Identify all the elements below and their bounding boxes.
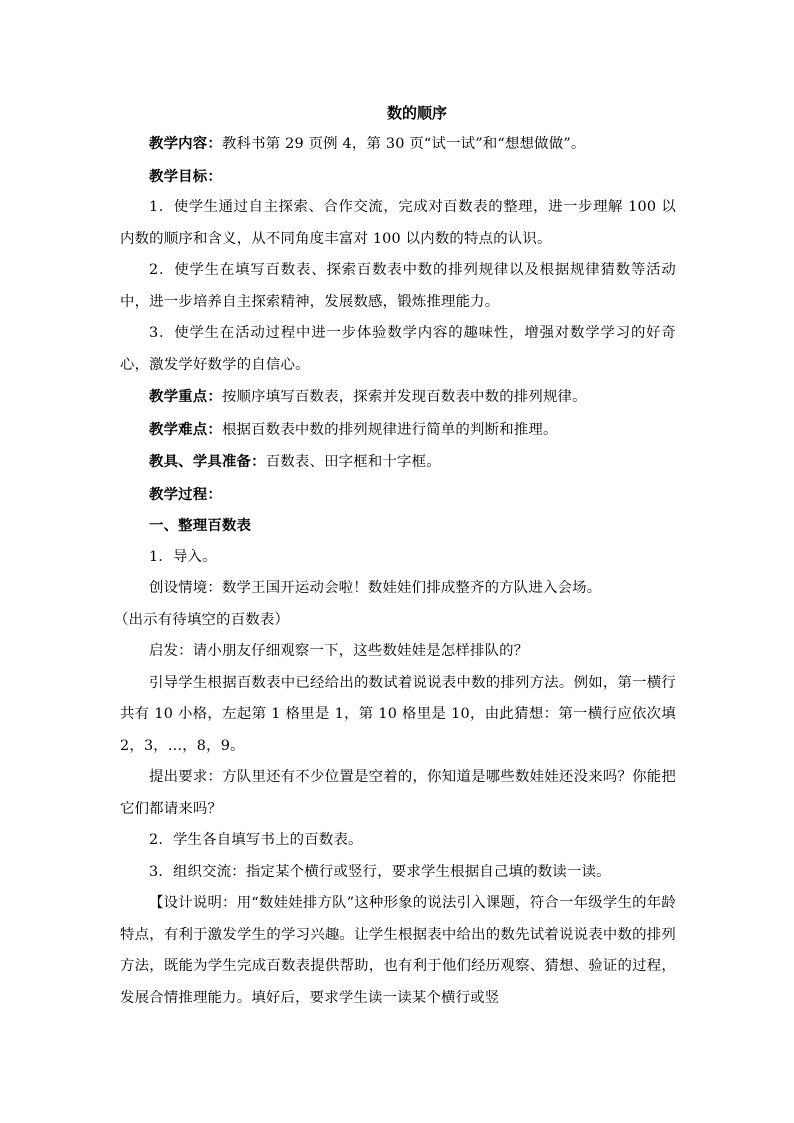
key-point-label: 教学重点： (149, 388, 222, 405)
process-heading: 教学过程： (149, 485, 222, 503)
document-title: 数的顺序 (386, 104, 447, 122)
section1-heading: 一、整理百数表 (149, 517, 252, 534)
key-point (120, 381, 676, 414)
materials-label: 教具、学具准备： (149, 453, 266, 470)
materials (120, 446, 676, 479)
body-paragraph: 2．学生各自填写书上的百数表。 (149, 832, 363, 848)
objectives-heading: 教学目标： (149, 167, 222, 185)
body-paragraph: 启发：请小朋友仔细观察一下，这些数娃娃是怎样排队的？ (149, 643, 529, 659)
teaching-content-text: 教科书第 29 页例 4，第 30 页“试一试”和“想想做做”。 (221, 136, 586, 152)
body-paragraph: 1．导入。 (149, 548, 217, 565)
difficulty-label: 教学难点： (149, 420, 222, 438)
difficulty-text: 根据百数表中数的排列规律进行简单的判断和推理。 (221, 421, 558, 438)
difficulty (120, 414, 676, 447)
design-note: 【设计说明：用“数娃娃排方队”这种形象的说法引入课题，符合一年级学生的年龄特点，有利于激发学生的学习兴趣。让学生根据表中给出的数先试着说说表中数的排列方法，既能为学生完成百数表提供帮助，也有利于他们经历观察、猜想、验证的过程，发展合情推理能力。填好后，要求学生读一读某个横行或竖 (120, 895, 676, 1006)
body-paragraph: 提出要求：方队里还有不少位置是空着的，你知道是哪些数娃娃还没来吗？你能把它们都请来吗？ (120, 769, 676, 817)
objective-item: 1．使学生通过自主探索、合作交流，完成对百数表的整理，进一步理解 100 以内数的顺序和含义，从不同角度丰富对 100 以内数的特点的认识。 (120, 199, 676, 247)
body-paragraph: 创设情境：数学王国开运动会啦！数娃娃们排成整齐的方队进入会场。 (149, 580, 602, 596)
teaching-content (120, 128, 676, 161)
document-body (114, 98, 676, 1014)
body-paragraph: （出示有待填空的百数表） (114, 611, 290, 628)
objective-item: 3．使学生在活动过程中进一步体验数学内容的趣味性，增强对数学学习的好奇心，激发学好数学的自信心。 (120, 325, 676, 373)
objective-item: 2．使学生在填写百数表、探索百数表中数的排列规律以及根据规律猜数等活动中，进一步培养自主探索精神，发展数感，锻炼推理能力。 (120, 262, 676, 310)
materials-text: 百数表、田字框和十字框。 (265, 454, 441, 470)
body-paragraph: 引导学生根据百数表中已经给出的数试着说说表中数的排列方法。例如，第一横行共有 10 小格，左起第 1 格里是 1，第 10 格里是 10，由此猜想：第一横行应依次填 2，3，...，8，9。 (120, 674, 676, 754)
body-paragraph: 3．组织交流：指定某个横行或竖行，要求学生根据自己填的数读一读。 (149, 863, 611, 880)
teaching-content-label: 教学内容： (149, 135, 222, 152)
key-point-text: 按顺序填写百数表，探索并发现百数表中数的排列规律。 (221, 389, 587, 405)
